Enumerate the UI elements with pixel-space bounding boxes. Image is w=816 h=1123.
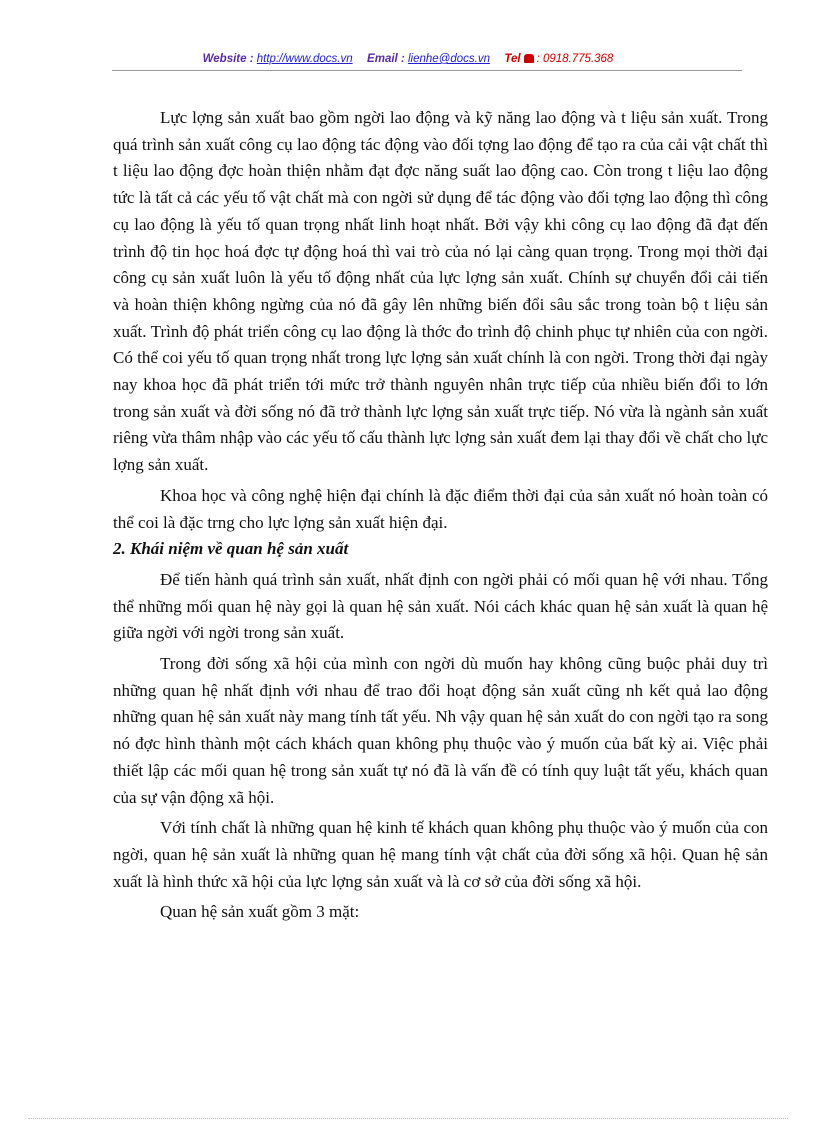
header-divider [112,70,742,71]
paragraph-relations-definition: Để tiến hành quá trình sản xuất, nhất định con ngời phải có mối quan hệ với nhau. Tổng thể những mối quan hệ này gọi là quan hệ sản xuất. Nói cách khác quan hệ sản xuất là quan hệ giữa ngời với ngời trong sản xuất. [113,569,768,643]
paragraph-social-life: Trong đời sống xã hội của mình con ngời dù muốn hay không cũng buộc phải duy trì những quan hệ nhất định với nhau để trao đổi hoạt động sản xuất cũng nh kết quả lao động những quan hệ sản xuất này mang tính tất yếu. Nh vậy quan hệ sản xuất do con ngời tạo ra song nó đợc hình thành một cách khách quan không phụ thuộc vào ý muốn của bất kỳ ai. Việc phải thiết lập các mối quan hệ trong sản xuất tự nó đã là vấn đề có tính quy luật tất yếu, khách quan của sự vận động xã hội. [113,654,768,807]
paragraph-productive-forces: Lực lợng sản xuất bao gồm ngời lao động và kỹ năng lao động và t liệu sản xuất. Trong quá trình sản xuất công cụ lao động tác động vào đối tợng lao động để tạo ra của cải vật chất thì t liệu lao động đợc hoàn thiện nhằm đạt đợc năng suất lao động cao. Còn trong t liệu lao động tức là tất cả các yếu tố vật chất mà con ngời sử dụng để tác động vào đối tợng lao động thì công cụ lao động là yếu tố quan trọng nhất linh hoạt nhất. Bởi vậy khi công cụ lao động đã đạt đến trình độ tin học hoá đợc tự động hoá thì vai trò của nó lại càng quan trọng. Trong mọi thời đại công cụ sản xuất luôn là yếu tố động nhất của lực lợng sản xuất. Chính sự chuyển đổi cải tiến và hoàn thiện không ngừng của nó đã gây lên những biến đổi sâu sắc trong toàn bộ t liệu sản xuất. Trình độ phát triển công cụ lao động là thớc đo trình độ chinh phục tự nhiên của con ngời. Có thể coi yếu tố quan trọng nhất trong lực lợng sản xuất chính là con ngời. Trong thời đại ngày nay khoa học đã phát triển tới mức trở thành nguyên nhân trực tiếp của nhiều biến đổi to lớn trong sản xuất và đời sống nó đã trở thành lực lợng sản xuất trực tiếp. Nó vừa là ngành sản xuất riêng vừa thâm nhập vào các yếu tố cấu thành lực lợng sản xuất đem lại thay đổi về chất cho lực lợng sản xuất. [113,108,768,475]
paragraph-three-aspects: Quan hệ sản xuất gồm 3 mặt: [160,902,360,922]
paragraph-economic-relations: Với tính chất là những quan hệ kinh tế khách quan không phụ thuộc vào ý muốn của con ngời, quan hệ sản xuất là những quan hệ mang tính vật chất của đời sống xã hội. Quan hệ sản xuất là hình thức xã hội của lực lợng sản xuất và là cơ sở của đời sống xã hội. [113,818,768,891]
email-label: Email [367,53,398,65]
website-link[interactable]: http://www.docs.vn [256,53,353,65]
document-body [113,105,768,926]
tel-label: Tel [504,53,521,65]
phone-icon [524,54,534,63]
page-header [0,52,816,66]
paragraph-science-technology: Khoa học và công nghệ hiện đại chính là đặc điểm thời đại của sản xuất nó hoàn toàn có thể coi là đặc trng cho lực lợng sản xuất hiện đại. [113,485,768,532]
section-heading: 2. Khái niệm về quan hệ sản xuất [113,539,349,559]
website-label: Website : [202,53,254,65]
footer-divider [28,1118,788,1119]
email-link[interactable]: lienhe@docs.vn [407,53,490,65]
email-separator: : [400,53,405,65]
phone-number: : 0918.775.368 [536,53,614,65]
